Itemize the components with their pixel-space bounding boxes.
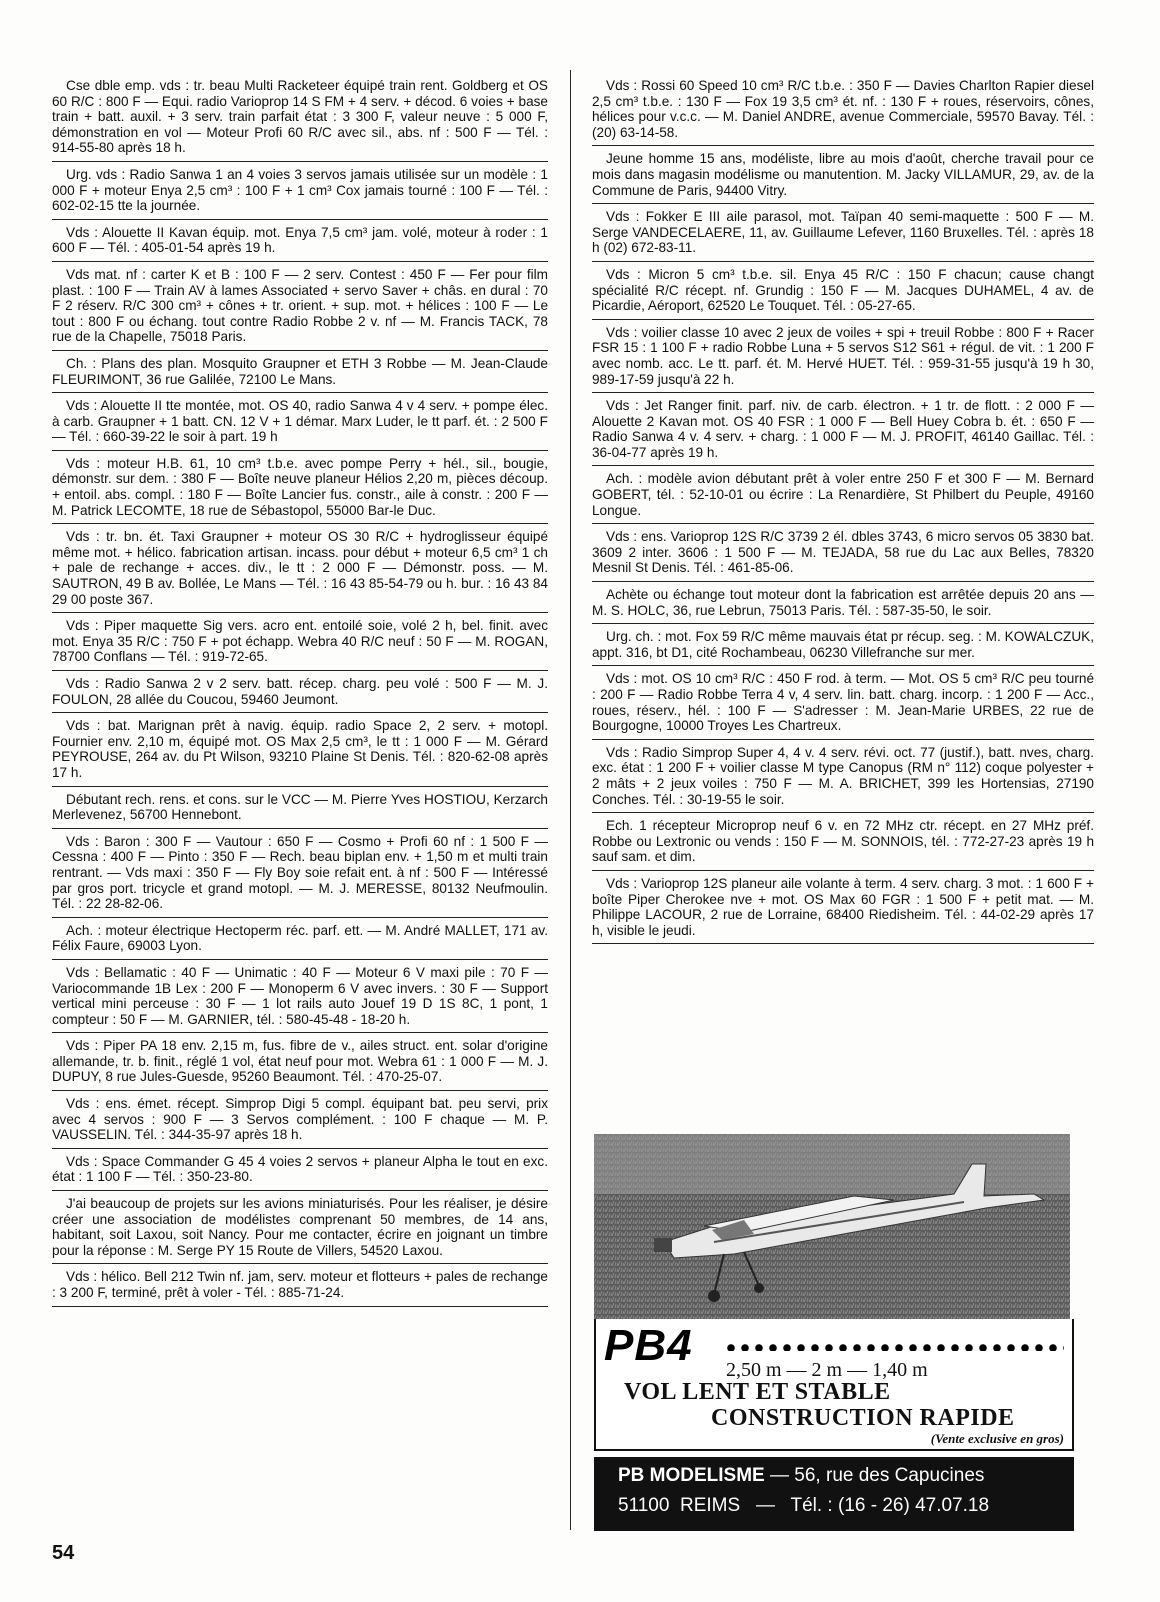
left-classified-ad: Vds : ens. émet. récept. Simprop Digi 5 compl. équipant bat. peu servi, prix avec 4 servos : 900 F — 3 Servos complément. : 100 F chaque — M. P. VAUSSELIN. Tél. : 344-35-97 après 18 h.: [52, 1091, 548, 1149]
advert-brand: PB4: [604, 1321, 693, 1370]
dealer-city-line: 51100 REIMS — Tél. : (16 - 26) 47.07.18: [618, 1495, 990, 1516]
page-number: 54: [52, 1542, 75, 1564]
right-classified-ad: Vds : Micron 5 cm³ t.b.e. sil. Enya 45 R/C : 150 F chacun; cause changt spécialité R/C récept. nf. Grundig : 150 F — M. Jacques DUHAMEL, 4 av. de Picardie, Aéroport, 62520 Le Touquet. Tél. : 05-27-65.: [592, 262, 1094, 320]
right-classified-ad: Ech. 1 récepteur Microprop neuf 6 v. en 72 MHz ctr. récept. en 27 MHz préf. Robbe ou Lextronic ou vends : 150 F — M. SONNOIS, tél. : 772-27-23 après 19 h sauf sam. et dim.: [592, 813, 1094, 871]
right-column: [592, 70, 1094, 944]
left-classified-ad: Vds : hélico. Bell 212 Twin nf. jam, serv. moteur et flotteurs + pales de rechange : 3 200 F, terminé, prêt à voler - Tél. : 885-71-24.: [52, 1264, 548, 1306]
left-classified-ad: Vds : Piper maquette Sig vers. acro ent. entoilé soie, volé 2 h, bel. finit. avec mot. Enya 35 R/C : 750 F + pot échapp. Webra 40 R/C neuf : 50 F — M. ROGAN, 78700 Conflans — Tél. : 919-72-65.: [52, 613, 548, 671]
advert-slogan-line2: CONSTRUCTION RAPIDE: [711, 1405, 1015, 1431]
left-classified-ad: Urg. vds : Radio Sanwa 1 an 4 voies 3 servos jamais utilisée sur un modèle : 1 000 F + moteur Enya 2,5 cm³ : 100 F + 1 cm³ Cox jamais tourné : 100 F — Tél. : 602-02-15 tte la journée.: [52, 162, 548, 220]
right-classified-ad: Vds : Varioprop 12S planeur aile volante à term. 4 serv. charg. 3 mot. : 1 600 F + boîte Piper Cherokee nve + mot. OS Max 60 FGR : 1 500 F + petit mat. — M. Philippe LACOUR, 2 rue de Lorraine, 68400 Riedisheim. Tél. : 44-02-29 après 17 h, visible le jeudi.: [592, 871, 1094, 944]
right-classified-ad: Vds : Fokker E III aile parasol, mot. Taïpan 40 semi-maquette : 500 F — M. Serge VANDECELAERE, 11, av. Guillaume Lefever, 1160 Bruxelles. Tél. : après 18 h (02) 672-83-11.: [592, 204, 1094, 262]
right-classified-ad: Urg. ch. : mot. Fox 59 R/C même mauvais état pr récup. seg. : M. KOWALCZUK, appt. 316, bt D1, cité Rochambeau, 06230 Villefranche sur mer.: [592, 624, 1094, 666]
left-classified-ad: Vds mat. nf : carter K et B : 100 F — 2 serv. Contest : 450 F — Fer pour film plast. : 100 F — Train AV à lames Associated + servo Saver + châs. en dural : 70 F 2 réserv. R/C 300 cm³ + cônes + tr. orient. + sup. mot. + hélices : 100 F — Le tout : 800 F ou échang. tout contre Radio Robbe 2 v. nf — M. Francis TACK, 78 rue de la Chapelle, 75018 Paris.: [52, 262, 548, 351]
advert-slogan-line1: VOL LENT ET STABLE: [624, 1379, 891, 1405]
right-classified-ad: Vds : Rossi 60 Speed 10 cm³ R/C t.b.e. : 350 F — Davies Charlton Rapier diesel 2,5 cm³ t.b.e. : 130 F — Fox 19 3,5 cm³ ét. nf. : 130 F + roues, réservoirs, cônes, hélices pour v.c.c. — M. Daniel ANDRE, avenue Commerciale, 59570 Bavay. Tél. : (20) 63-14-58.: [592, 70, 1094, 146]
right-classified-ad: Vds : mot. OS 10 cm³ R/C : 450 F rod. à term. — Mot. OS 5 cm³ R/C peu tourné : 200 F — Radio Robbe Terra 4 v, 4 serv. lin. batt. charg. incorp. : 1 200 F — Acc., roues, réserv., hél. : 100 F — S'adresser : M. Jean-Marie URBES, 22 rue de Bourgogne, 10000 Troyes Les Chartreux.: [592, 666, 1094, 739]
advert-note: (Vente exclusive en gros): [930, 1431, 1064, 1446]
right-classified-ad: Vds : voilier classe 10 avec 2 jeux de voiles + spi + treuil Robbe : 800 F + Racer FSR 15 : 1 100 F + radio Robbe Luna + 5 servos S12 S61 + régul. de vit. : 1 200 F avec nomb. acc. Le tt. parf. ét. M. Hervé HUET. Tél. : 959-31-55 jusqu'à 19 h 30, 989-17-59 jusqu'à 22 h.: [592, 320, 1094, 393]
left-classified-ad: Vds : tr. bn. ét. Taxi Graupner + moteur OS 30 R/C + hydroglisseur équipé même mot. + hélico. fabrication artisan. incass. pour début + moteur 6,5 cm³ 1 ch + pale de rechange + acces. div., le tt : 2 000 F — Démonstr. poss. — M. SAUTRON, 49 B av. Bollée, Le Mans — Tél. : 16 43 85-54-79 ou h. bur. : 16 43 84 29 00 poste 367.: [52, 524, 548, 613]
left-classified-ad: Vds : Space Commander G 45 4 voies 2 servos + planeur Alpha le tout en exc. état : 1 100 F — Tél. : 350-23-80.: [52, 1149, 548, 1191]
right-classified-ad: Ach. : modèle avion débutant prêt à voler entre 250 F et 300 F — M. Bernard GOBERT, tél. : 52-10-01 ou écrire : La Renardière, St Philbert du Peuple, 49160 Longue.: [592, 466, 1094, 524]
left-column: [52, 70, 548, 1307]
left-classified-ad: J'ai beaucoup de projets sur les avions miniaturisés. Pour les réaliser, je désire créer une association de modélistes comprenant 50 membres, de 14 ans, habitant, soit Laxou, soit Nancy. Pour me contacter, écrire en joignant un timbre pour la réponse : M. Serge PY 15 Route de Villers, 54520 Laxou.: [52, 1191, 548, 1264]
left-classified-ad: Vds : Alouette II Kavan équip. mot. Enya 7,5 cm³ jam. volé, moteur à roder : 1 600 F — Tél. : 405-01-54 après 19 h.: [52, 220, 548, 262]
right-classified-ad: Vds : Jet Ranger finit. parf. niv. de carb. électron. + 1 tr. de flott. : 2 000 F — Alouette 2 Kavan mot. OS 40 FSR : 1 000 F — Bell Huey Cobra b. ét. : 650 F — Radio Sanwa 4 v. 4 serv. + charg. : 1 000 F — M. J. PROFIT, 46140 Gaillac. Tél. : 36-04-77 après 19 h.: [592, 393, 1094, 466]
left-classified-ad: Vds : Radio Sanwa 2 v 2 serv. batt. récep. charg. peu volé : 500 F — M. J. FOULON, 28 allée du Coucou, 59460 Jeumont.: [52, 671, 548, 713]
pb4-advert: [594, 1319, 1074, 1451]
left-classified-ad: Vds : Alouette II tte montée, mot. OS 40, radio Sanwa 4 v 4 serv. + pompe élec. à carb. Graupner + 1 batt. CN. 12 V + 1 démar. Marx Luder, le tt parf. ét. : 2 500 F — Tél. : 660-39-22 le soir à part. 19 h: [52, 393, 548, 451]
right-classified-ad: Vds : Radio Simprop Super 4, 4 v. 4 serv. révi. oct. 77 (justif.), batt. nves, charg. exc. état : 1 200 F + voilier classe M type Canopus (RM n° 112) coque polyester + 2 mâts + 2 jeux voiles : 750 F — M. A. BRICHET, 399 les Hortensias, 27190 Conches. Tél. : 30-19-55 le soir.: [592, 740, 1094, 813]
dealer-line-1: [618, 1465, 984, 1487]
dealer-banner: [594, 1457, 1074, 1531]
advert-dot-row: [724, 1343, 1064, 1351]
dealer-name: PB MODELISME: [618, 1465, 765, 1486]
right-classified-ad: Vds : ens. Varioprop 12S R/C 3739 2 él. dbles 3743, 6 micro servos 05 3830 bat. 3609 2 inter. 3606 : 1 500 F — M. TEJADA, 58 rue du Lac aux Belles, 78320 Mesnil St Denis. Tél. : 461-85-06.: [592, 524, 1094, 582]
left-classified-ad: Vds : Baron : 300 F — Vautour : 650 F — Cosmo + Profi 60 nf : 1 500 F — Cessna : 400 F — Pinto : 350 F — Rech. beau biplan env. + 1,50 m et multi train rentrant. — Vds maxi : 350 F — Fly Boy soie refait ent. à nf : 500 F — Intéressé par gros port. tricycle et grand motopl. — M. J. MERESSE, 80132 Neufmoulin. Tél. : 22 28-82-06.: [52, 829, 548, 918]
left-classified-ad: Vds : Bellamatic : 40 F — Unimatic : 40 F — Moteur 6 V maxi pile : 70 F — Variocommande 1B Lex : 200 F — Monoperm 6 V avec invers. : 30 F — Support vertical mini perceuse : 30 F — 1 lot rails auto Jouef 19 D 1S 8C, 1 pont, 1 compteur : 50 F — M. GARNIER, tél. : 580-45-48 - 18-20 h.: [52, 960, 548, 1033]
left-classified-ad: Ch. : Plans des plan. Mosquito Graupner et ETH 3 Robbe — M. Jean-Claude FLEURIMONT, 36 rue Galilée, 72100 Le Mans.: [52, 351, 548, 393]
left-classified-ad: Vds : Piper PA 18 env. 2,15 m, fus. fibre de v., ailes struct. ent. solar d'origine allemande, tr. b. finit., réglé 1 vol, état neuf pour mot. Webra 61 : 1 000 F — M. J. DUPUY, 8 rue Jules-Guesde, 95260 Beaumont. Tél. : 470-25-07.: [52, 1033, 548, 1091]
left-classified-ad: Vds : bat. Marignan prêt à navig. équip. radio Space 2, 2 serv. + motopl. Fournier env. 2,10 m, équipé mot. OS Max 2,5 cm³, le tt : 1 000 F — M. Gérard PEYROUSE, 264 av. du Pt Wilson, 93210 Plaine St Denis. Tél. : 820-62-08 après 17 h.: [52, 713, 548, 786]
right-classified-ad: Jeune homme 15 ans, modéliste, libre au mois d'août, cherche travail pour ce mois dans magasin modélisme ou manutention. M. Jacky VILLAMUR, 29, av. de la Commune de Paris, 94400 Vitry.: [592, 146, 1094, 204]
column-divider: [570, 70, 571, 1530]
model-airplane-photo: [594, 1134, 1070, 1319]
left-classified-ad: Débutant rech. rens. et cons. sur le VCC — M. Pierre Yves HOSTIOU, Kerzarch Merlevenez, 56700 Hennebont.: [52, 787, 548, 829]
advert-dimensions: 2,50 m — 2 m — 1,40 m: [726, 1359, 928, 1381]
dealer-street: — 56, rue des Capucines: [770, 1465, 985, 1486]
left-classified-ad: Vds : moteur H.B. 61, 10 cm³ t.b.e. avec pompe Perry + hél., sil., bougie, démonstr. sur dem. : 380 F — Boîte neuve planeur Hélios 2,20 m, pièces découp. + entoil. abs. compl. : 180 F — Boîte Lancier fus. constr., aile à constr. : 200 F — M. Patrick LECOMTE, 18 rue de Sébastopol, 55000 Bar-le Duc.: [52, 451, 548, 524]
left-classified-ad: Ach. : moteur électrique Hectoperm réc. parf. ett. — M. André MALLET, 171 av. Félix Faure, 69003 Lyon.: [52, 918, 548, 960]
left-classified-ad: Cse dble emp. vds : tr. beau Multi Racketeer équipé train rent. Goldberg et OS 60 R/C : 800 F — Equi. radio Varioprop 14 S FM + 4 serv. + décod. 6 voies + base train + batt. auxil. + 3 serv. train parfait état : 3 300 F, valeur neuve : 5 000 F, démonstration en vol — Moteur Profi 60 R/C avec sil., abs. nf : 500 F — Tél. : 914-55-80 après 18 h.: [52, 70, 548, 162]
right-classified-ad: Achète ou échange tout moteur dont la fabrication est arrêtée depuis 20 ans — M. S. HOLC, 36, rue Lebrun, 75013 Paris. Tél. : 587-35-50, le soir.: [592, 582, 1094, 624]
